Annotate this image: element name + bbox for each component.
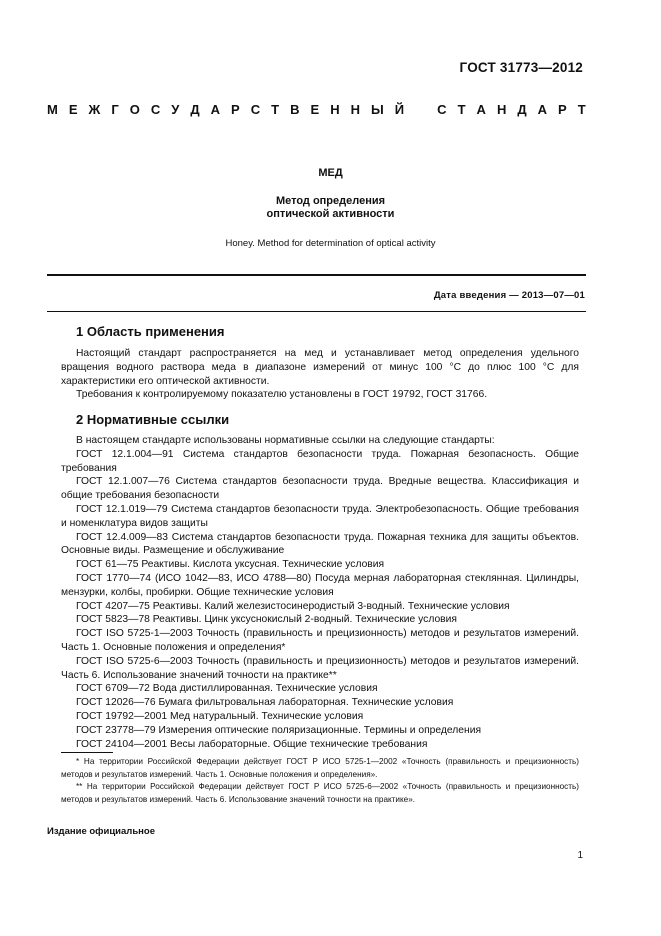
- standard-type-letter: О: [129, 102, 140, 117]
- standard-type-letter: Ы: [371, 102, 384, 117]
- section-references-body: [61, 434, 579, 751]
- document-subtitle: [0, 195, 661, 221]
- subtitle-line: Метод определения: [275, 195, 386, 207]
- standard-type-letter: Р: [558, 102, 567, 117]
- standard-type-letter: С: [150, 102, 161, 117]
- header-divider: [47, 274, 586, 276]
- reference-item: ГОСТ 12.4.009—83 Система стандартов безопасности труда. Пожарная техника для защиты объектов. Основные виды. Размещение и обслуживание: [61, 531, 579, 557]
- standard-type-letter: Н: [330, 102, 340, 117]
- english-title: Honey. Method for determination of optical activity: [225, 238, 436, 249]
- standard-type-letter: М: [47, 102, 58, 117]
- standard-type-letter: Е: [310, 102, 320, 117]
- standard-type-letter: Т: [457, 102, 466, 117]
- standard-type-letter: С: [250, 102, 261, 117]
- footnote: ** На территории Российской Федерации действует ГОСТ Р ИСО 5725-6—2002 «Точность (правильность и прецизионность) методов и результатов измерений. Часть 6. Использование значений точности на практике».: [61, 782, 579, 804]
- standard-type-letter: С: [437, 102, 447, 117]
- standard-type-letter: А: [210, 102, 221, 117]
- standard-type-letter: У: [171, 102, 180, 117]
- footnote-divider: [61, 752, 113, 753]
- reference-item: ГОСТ 1770—74 (ИСО 1042—83, ИСО 4788—80) Посуда мерная лабораторная стеклянная. Цилиндры, мензурки, колбы, пробирки. Общие технические условия: [61, 572, 579, 598]
- document-title: МЕД: [318, 167, 343, 179]
- standard-type-letter: Т: [577, 102, 586, 117]
- standard-type-letter: Р: [231, 102, 240, 117]
- introduction-date: Дата введения — 2013—07—01: [433, 290, 585, 301]
- standard-type-letter: Т: [271, 102, 280, 117]
- footnote: * На территории Российской Федерации действует ГОСТ Р ИСО 5725-1—2002 «Точность (правильность и прецизионность) методов и результатов измерений. Часть 1. Основные положения и определения».: [61, 757, 579, 779]
- reference-item: ГОСТ 61—75 Реактивы. Кислота уксусная. Технические условия: [76, 559, 385, 571]
- section-heading-scope: 1 Область применения: [76, 324, 225, 339]
- reference-item: ГОСТ 23778—79 Измерения оптические поляризационные. Термины и определения: [76, 724, 482, 736]
- document-number: ГОСТ 31773—2012: [459, 60, 583, 75]
- standard-type-letter: Н: [496, 102, 507, 117]
- reference-item: ГОСТ 24104—2001 Весы лабораторные. Общие технические требования: [76, 738, 428, 750]
- edition-label: Издание официальное: [47, 826, 155, 837]
- footnotes: [61, 756, 579, 806]
- standard-type-letter: Д: [190, 102, 200, 117]
- reference-item: ГОСТ 19792—2001 Мед натуральный. Технические условия: [76, 710, 364, 722]
- reference-item: ГОСТ 12.1.019—79 Система стандартов безопасности труда. Электробезопасность. Общие требования и номенклатура видов защиты: [61, 503, 579, 529]
- reference-item: ГОСТ 4207—75 Реактивы. Калий железистосинеродистый 3-водный. Технические условия: [76, 600, 510, 612]
- reference-item: ГОСТ 6709—72 Вода дистиллированная. Технические условия: [76, 683, 378, 695]
- reference-item: ГОСТ 5823—78 Реактивы. Цинк уксуснокислый 2-водный. Технические условия: [76, 614, 457, 626]
- standard-type-letter: Н: [350, 102, 360, 117]
- standard-type-letter: Д: [517, 102, 527, 117]
- subtitle-line: оптической активности: [266, 208, 395, 220]
- standard-type-heading: [47, 102, 586, 117]
- reference-item: ГОСТ ISO 5725-1—2003 Точность (правильность и прецизионность) методов и результатов измерений. Часть 1. Основные положения и определения*: [61, 628, 579, 653]
- reference-item: ГОСТ 12026—76 Бумага фильтровальная лабораторная. Технические условия: [76, 697, 454, 709]
- standard-type-letter: Й: [394, 102, 405, 117]
- section-heading-references: 2 Нормативные ссылки: [76, 412, 230, 427]
- paragraph: Настоящий стандарт распространяется на мед и устанавливает метод определения удельного вращения водного раствора меда в диапазоне измерений от минус 100 °С до плюс 100 °С для характеристики его оптической активности.: [61, 348, 579, 387]
- reference-item: ГОСТ 12.1.004—91 Система стандартов безопасности труда. Пожарная безопасность. Общие требования: [61, 448, 579, 474]
- standard-type-letter: Е: [68, 102, 78, 117]
- reference-item: ГОСТ 12.1.007—76 Система стандартов безопасности труда. Вредные вещества. Классификация и общие требования безопасности: [61, 476, 579, 502]
- reference-item: ГОСТ ISO 5725-6—2003 Точность (правильность и прецизионность) методов и результатов измерений. Часть 6. Использование значений точности на практике**: [61, 655, 579, 681]
- page-number: 1: [577, 850, 583, 861]
- standard-type-letter: Г: [111, 102, 119, 117]
- standard-type-letter: А: [476, 102, 486, 117]
- standard-type-letter: А: [537, 102, 548, 117]
- standard-type-letter: В: [290, 102, 300, 117]
- section-scope-body: [61, 347, 579, 402]
- paragraph: В настоящем стандарте использованы нормативные ссылки на следующие стандарты:: [76, 435, 495, 446]
- standard-type-letter: Ж: [88, 102, 101, 117]
- paragraph: Требования к контролируемому показателю установлены в ГОСТ 19792, ГОСТ 31766.: [76, 389, 488, 401]
- date-divider: [47, 311, 586, 312]
